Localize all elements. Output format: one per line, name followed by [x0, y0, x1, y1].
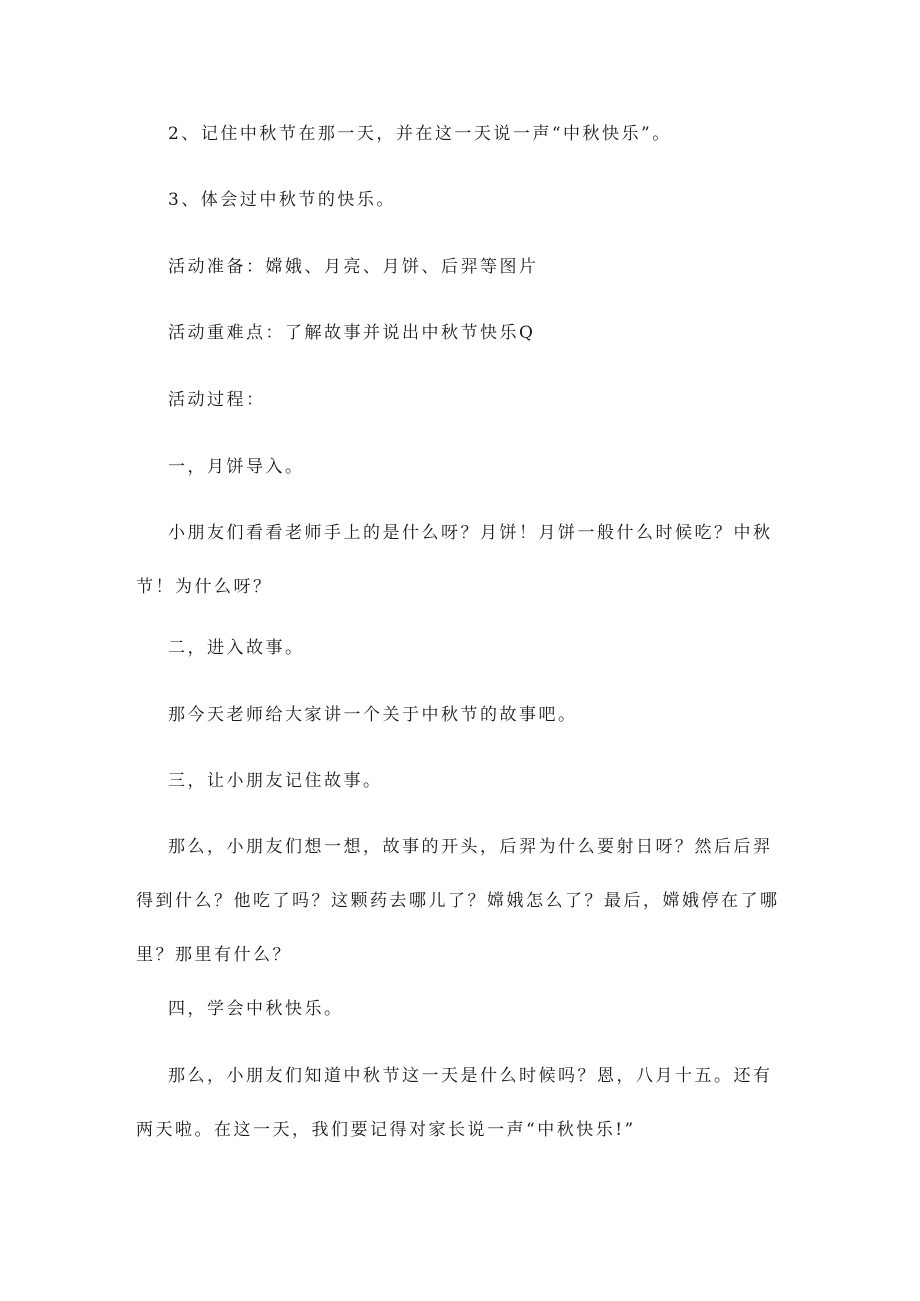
section-4-body: 那么，小朋友们知道中秋节这一天是什么时候吗？恩，八月十五。还有两天啦。在这一天，我们要记得对家长说一声“中秋快乐!” — [136, 1066, 773, 1140]
section-2-heading: 二，进入故事。 — [168, 638, 305, 658]
activity-process-heading: 活动过程： — [168, 390, 266, 410]
section-2-body: 那今天老师给大家讲一个关于中秋节的故事吧。 — [168, 705, 578, 725]
objective-3: 3、体会过中秋节的快乐。 — [168, 190, 396, 210]
section-3-body: 那么，小朋友们想一想，故事的开头，后羿为什么要射日呀？然后后羿得到什么？他吃了吗？这颗药去哪儿了？嫦娥怎么了？最后，嫦娥停在了哪里？那里有什么？ — [136, 837, 780, 965]
section-4-heading: 四，学会中秋快乐。 — [168, 999, 344, 1019]
activity-key-points: 活动重难点：了解故事并说出中秋节快乐Q — [168, 323, 536, 343]
section-1-heading: 一，月饼导入。 — [168, 457, 305, 477]
section-3-heading: 三，让小朋友记住故事。 — [168, 771, 383, 791]
activity-preparation: 活动准备：嫦娥、月亮、月饼、后羿等图片 — [168, 257, 539, 277]
objective-2: 2、记住中秋节在那一天，并在这一天说一声“中秋快乐”。 — [168, 124, 672, 144]
section-1-body: 小朋友们看看老师手上的是什么呀？月饼！月饼一般什么时候吃？中秋节！为什么呀？ — [136, 523, 773, 597]
